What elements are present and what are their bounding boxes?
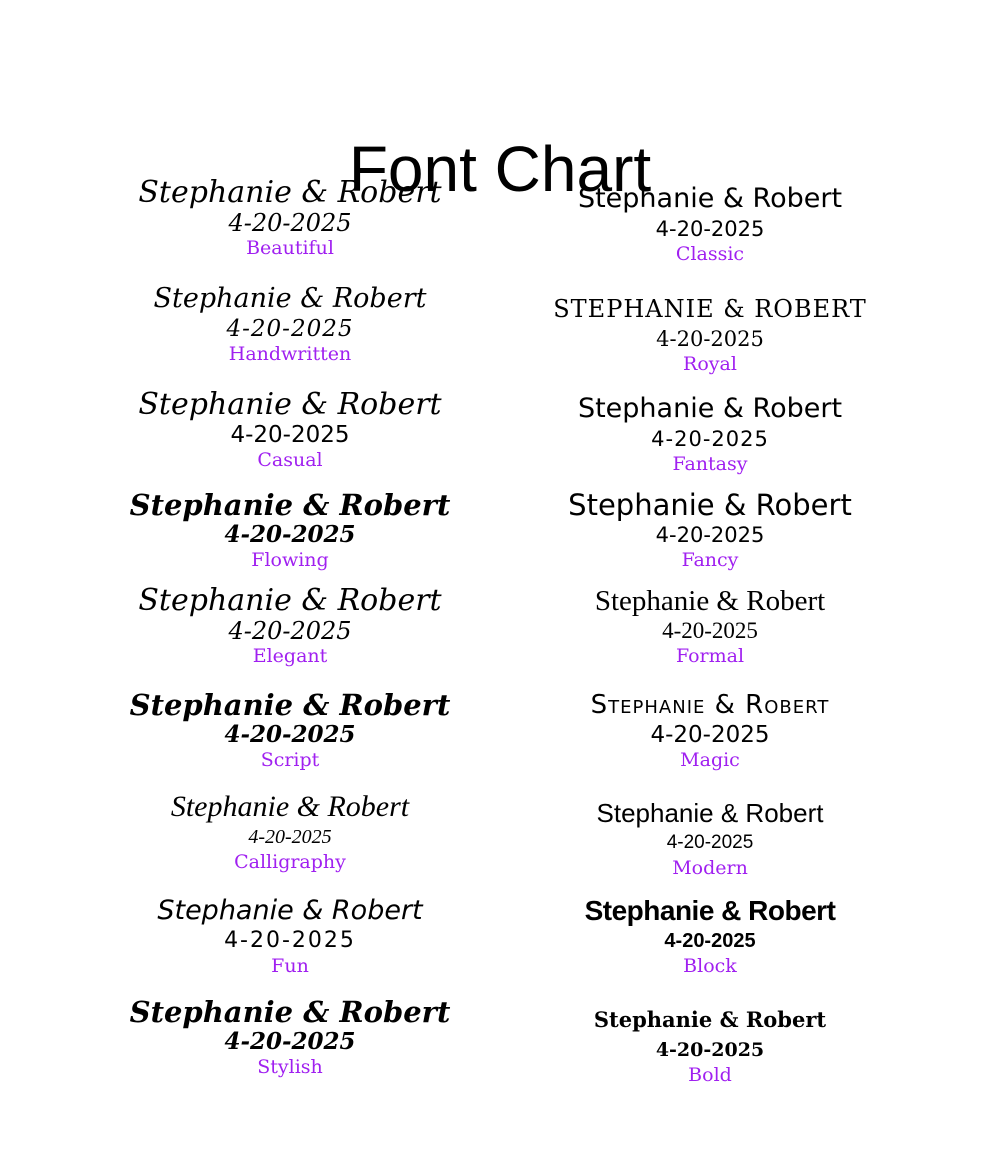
sample-names: Stephanie & Robert	[584, 895, 836, 926]
sample-date: 4-20-2025	[656, 327, 764, 351]
sample-date: 4-20-2025	[226, 316, 354, 342]
sample-date: 4-20-2025	[228, 209, 352, 237]
sample-date: 4-20-2025	[664, 930, 756, 952]
font-style-label: Flowing	[251, 549, 329, 571]
font-style-label: Classic	[675, 243, 745, 265]
font-sample-stylish	[80, 995, 500, 1079]
page-title: Font Chart	[348, 132, 652, 205]
font-sample-flowing	[80, 488, 500, 572]
font-style-label: Fantasy	[672, 453, 748, 475]
sample-date: 4-20-2025	[651, 427, 769, 451]
sample-date: 4-20-2025	[650, 722, 770, 748]
sample-names: STEPHANIE & ROBERT	[553, 295, 867, 323]
font-sample-handwritten	[80, 282, 500, 366]
font-style-label: Casual	[257, 449, 323, 471]
sample-names: Stephanie & Robert	[170, 790, 410, 823]
sample-names: Stephanie & Robert	[577, 393, 843, 424]
sample-names: Stephanie & Robert	[138, 175, 442, 210]
sample-date: 4-20-2025	[224, 1028, 356, 1055]
font-style-label: Bold	[688, 1064, 732, 1086]
font-sample-royal	[500, 292, 920, 376]
sample-names: Stephanie & Robert	[153, 283, 427, 314]
sample-date: 4-20-2025	[224, 721, 356, 748]
font-sample-fantasy	[500, 392, 920, 476]
sample-names: Stephanie & Robert	[129, 488, 451, 522]
font-sample-block	[500, 894, 920, 978]
sample-names: Stephanie & Robert	[593, 1007, 827, 1032]
font-sample-bold	[500, 1003, 920, 1087]
sample-date: 4-20-2025	[655, 217, 765, 241]
font-style-label: Script	[260, 749, 320, 771]
font-style-label: Beautiful	[246, 237, 334, 259]
sample-names: Stephanie & Robert	[577, 183, 843, 214]
font-sample-fun	[80, 894, 500, 978]
font-style-label: Stylish	[257, 1056, 323, 1078]
font-sample-magic	[500, 688, 920, 772]
sample-date: 4-20-2025	[228, 617, 352, 645]
sample-names: Stephanie & Robert	[596, 798, 824, 828]
font-sample-modern	[500, 796, 920, 880]
font-sample-casual	[80, 388, 500, 472]
font-sample-classic	[500, 182, 920, 266]
font-style-label: Fun	[271, 955, 309, 977]
sample-names: Stephanie & Robert	[594, 585, 826, 617]
font-style-label: Calligraphy	[234, 851, 346, 873]
sample-date: 4-20-2025	[248, 826, 332, 848]
sample-names: Stephanie & Robert	[157, 895, 423, 926]
font-style-label: Formal	[675, 645, 745, 667]
sample-names: Stephanie & Robert	[568, 488, 852, 522]
font-sample-calligraphy	[80, 790, 500, 874]
font-style-label: Modern	[672, 857, 748, 879]
font-style-label: Magic	[680, 749, 740, 771]
sample-date: 4-20-2025	[655, 1039, 765, 1061]
font-style-label: Block	[683, 955, 737, 977]
font-sample-elegant	[80, 584, 500, 668]
sample-names: Stephanie & Robert	[138, 387, 442, 422]
sample-date: 4-20-2025	[655, 523, 765, 547]
font-style-label: Handwritten	[228, 343, 352, 365]
sample-date: 4-20-2025	[224, 521, 356, 548]
sample-names: Stephanie & Robert	[138, 583, 442, 618]
font-sample-fancy	[500, 488, 920, 572]
sample-date: 4-20-2025	[666, 832, 754, 853]
sample-date: 4-20-2025	[230, 422, 350, 448]
sample-names: Stephanie & Robert	[129, 688, 451, 722]
sample-date: 4-20-2025	[662, 618, 758, 643]
sample-names: Stephanie & Robert	[129, 995, 451, 1029]
font-sample-script	[80, 688, 500, 772]
font-style-label: Royal	[683, 353, 737, 375]
font-style-label: Elegant	[252, 645, 328, 667]
sample-date: 4-20-2025	[224, 928, 356, 953]
font-sample-beautiful	[80, 176, 500, 260]
font-sample-formal	[500, 584, 920, 668]
sample-names: Stephanie & Robert	[590, 690, 830, 720]
font-style-label: Fancy	[681, 549, 739, 571]
